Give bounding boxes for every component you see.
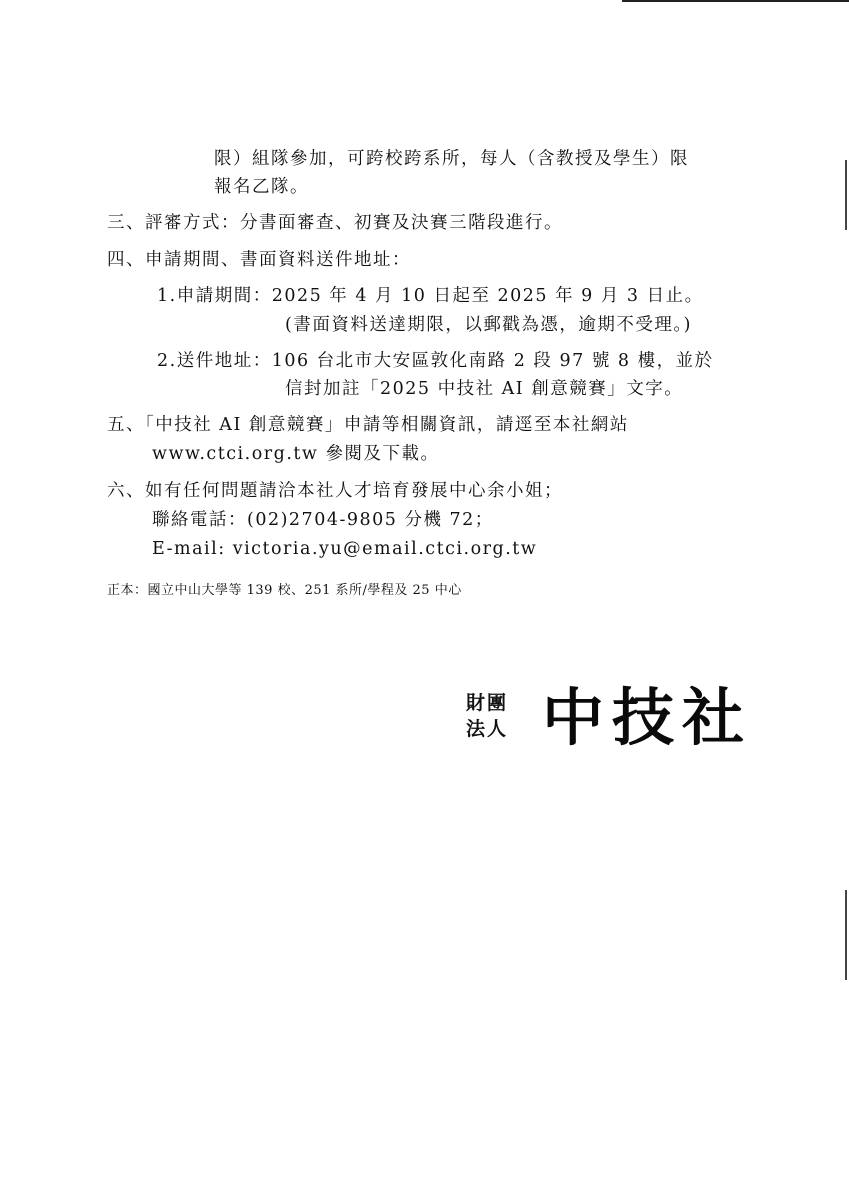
seal-organization-name: 中技社 (542, 681, 753, 754)
section-five-line-2: www.ctci.org.tw 參閱及下載。 (152, 444, 440, 464)
section-six-contact-email: E-mail: victoria.yu@email.ctci.org.tw (152, 539, 538, 559)
organization-seal (466, 680, 756, 760)
scan-mark-top (622, 0, 849, 2)
section-three-text: 三、評審方式：分書面審查、初賽及決賽三階段進行。 (107, 213, 563, 233)
seal-small-bottom: 法人 (466, 718, 509, 740)
section-two-line-1: 限）組隊參加，可跨校跨系所，每人（含教授及學生）限 (214, 149, 689, 169)
scan-mark-right (845, 890, 847, 980)
section-four-heading: 四、申請期間、書面資料送件地址： (107, 250, 411, 270)
section-four-item-1-line-1: 1.申請期間：2025 年 4 月 10 日起至 2025 年 9 月 3 日止。 (157, 286, 704, 306)
section-four-item-2-line-2: 信封加註「2025 中技社 AI 創意競賽」文字。 (285, 379, 684, 399)
section-four-item-1-line-2: (書面資料送達期限，以郵戳為憑，逾期不受理。) (285, 315, 692, 335)
section-two-line-2: 報名乙隊。 (214, 177, 309, 197)
distribution-text: 正本：國立中山大學等 139 校、251 系所/學程及 25 中心 (107, 583, 462, 598)
section-six-contact-phone: 聯絡電話：(02)2704-9805 分機 72； (152, 510, 494, 530)
seal-small-top: 財團 (466, 692, 509, 714)
section-four-item-2-line-1: 2.送件地址：106 台北市大安區敦化南路 2 段 97 號 8 樓，並於 (157, 351, 714, 371)
section-six-line-1: 六、如有任何問題請洽本社人才培育發展中心余小姐； (107, 481, 563, 501)
section-five-line-1: 五、「中技社 AI 創意競賽」申請等相關資訊，請逕至本社網站 (107, 415, 629, 435)
scan-mark-right (845, 160, 847, 230)
